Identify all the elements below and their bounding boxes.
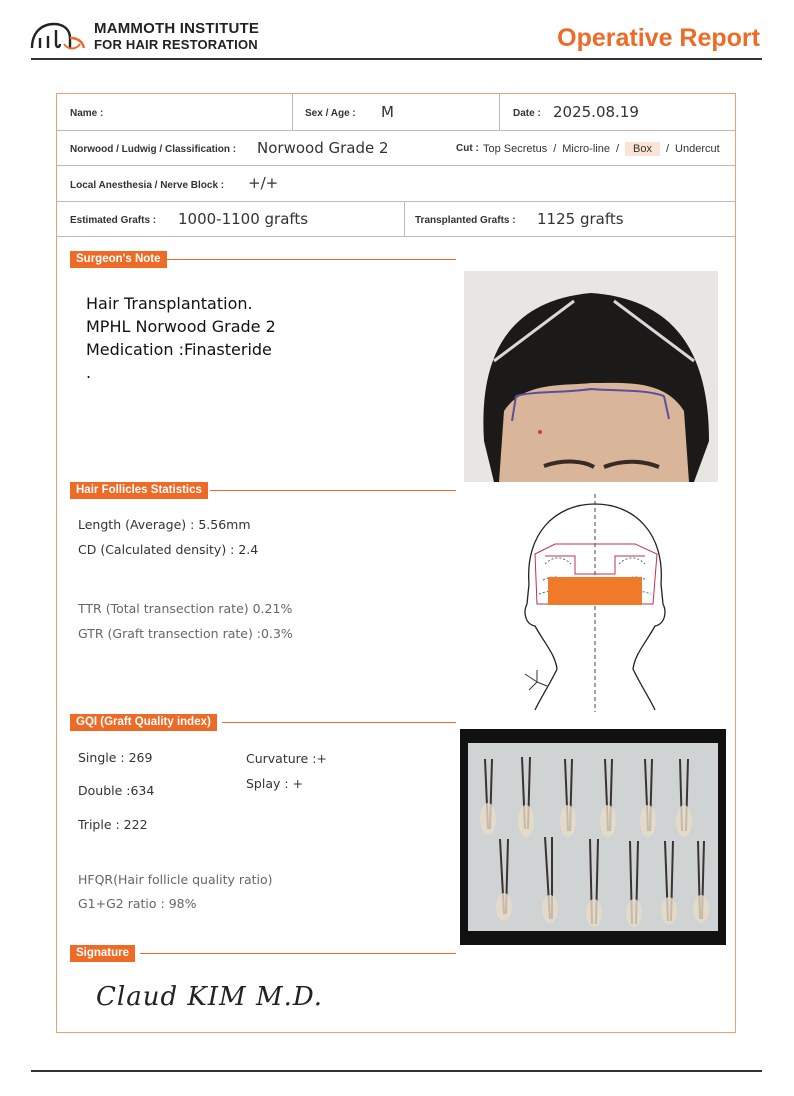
name-label: Name : — [70, 108, 104, 119]
gqi-section-header — [70, 714, 456, 730]
hfqr-title: HFQR(Hair follicle quality ratio) — [78, 872, 273, 887]
cut-option-micro-line: Micro-line — [562, 143, 610, 155]
cell-divider — [404, 202, 405, 236]
date-value: 2025.08.19 — [553, 103, 639, 121]
transplanted-grafts-label: Transplanted Grafts : — [415, 215, 516, 226]
header-divider — [31, 58, 762, 60]
gqi-curvature: Curvature :+ — [246, 751, 327, 766]
patient-hairline-photo — [464, 271, 718, 482]
surgeon-signature: Claud KIM M.D. — [96, 982, 324, 1012]
gqi-triple: Triple : 222 — [78, 817, 148, 832]
anesthesia-label: Local Anesthesia / Nerve Block : — [70, 180, 225, 191]
date-label: Date : — [513, 108, 541, 119]
org-name-line1: MAMMOTH INSTITUTE — [94, 20, 260, 37]
info-row-anesthesia — [57, 166, 735, 202]
total-transection-rate: TTR (Total transection rate) 0.21% — [78, 601, 293, 616]
gqi-double: Double :634 — [78, 783, 155, 798]
section-rule — [140, 953, 456, 954]
gqi-single: Single : 269 — [78, 750, 153, 765]
footer-divider — [31, 1070, 762, 1072]
surgeons-note-heading: Surgeon's Note — [70, 251, 167, 268]
gqi-heading: GQI (Graft Quality index) — [70, 714, 217, 731]
note-line-2: MPHL Norwood Grade 2 — [86, 317, 276, 336]
info-row-classification — [57, 131, 735, 166]
cell-divider — [499, 94, 500, 130]
note-line-3: Medication :Finasteride — [86, 340, 272, 359]
cut-option-box-selected: Box — [625, 142, 660, 156]
cut-label: Cut : — [456, 143, 479, 154]
gqi-splay: Splay : + — [246, 776, 304, 791]
follicle-stats-heading: Hair Follicles Statistics — [70, 482, 208, 499]
sex-age-label: Sex / Age : — [305, 108, 356, 119]
graft-transection-rate: GTR (Graft transection rate) :0.3% — [78, 626, 293, 641]
signature-heading: Signature — [70, 945, 135, 962]
surgeons-note-section-header — [70, 251, 456, 267]
note-line-4: . — [86, 363, 92, 382]
classification-value: Norwood Grade 2 — [257, 139, 389, 157]
length-average: Length (Average) : 5.56mm — [78, 517, 251, 532]
cut-option-undercut: Undercut — [675, 143, 720, 155]
graft-follicles-photo — [460, 729, 726, 945]
sex-age-value: M — [381, 103, 394, 121]
report-title: Operative Report — [557, 24, 760, 52]
estimated-grafts-label: Estimated Grafts : — [70, 215, 157, 226]
classification-label: Norwood / Ludwig / Classification : — [70, 144, 237, 155]
g1-g2-ratio: G1+G2 ratio : 98% — [78, 896, 197, 911]
cut-options: Top Secretus / Micro-line / Box / Undercut — [483, 143, 720, 155]
note-line-1: Hair Transplantation. — [86, 294, 253, 313]
cut-option-top-secretus: Top Secretus — [483, 143, 548, 155]
org-name-line2: FOR HAIR RESTORATION — [94, 37, 258, 52]
cell-divider — [292, 94, 293, 130]
signature-section-header — [70, 945, 456, 961]
section-rule — [166, 259, 456, 260]
donor-area-head-diagram — [515, 494, 675, 712]
estimated-grafts-value: 1000-1100 grafts — [178, 210, 309, 228]
transplanted-grafts-value: 1125 grafts — [537, 210, 624, 228]
info-row-grafts — [57, 202, 735, 237]
mammoth-logo-icon — [30, 20, 88, 52]
section-rule — [222, 722, 456, 723]
follicle-stats-section-header — [70, 482, 456, 498]
section-rule — [210, 490, 456, 491]
info-row-name — [57, 94, 735, 131]
calculated-density: CD (Calculated density) : 2.4 — [78, 542, 259, 557]
anesthesia-value: +/+ — [248, 174, 279, 192]
